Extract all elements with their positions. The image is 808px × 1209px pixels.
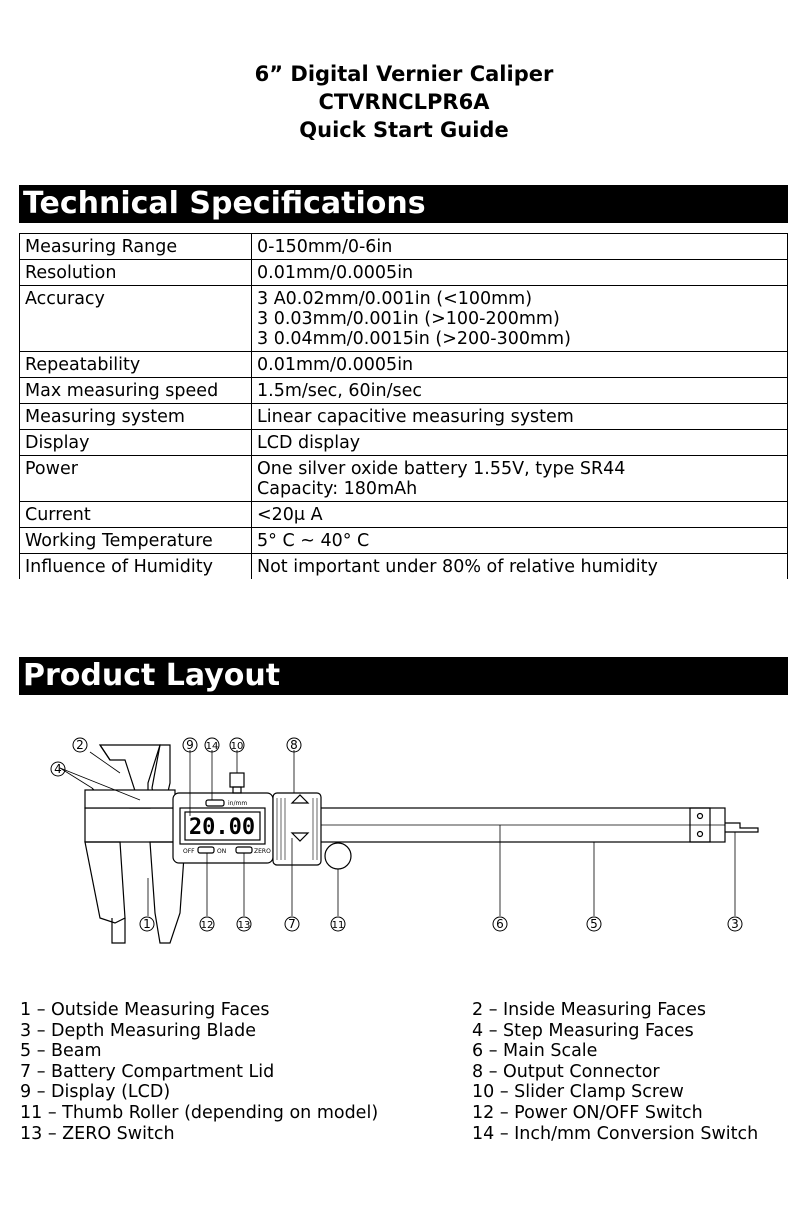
callout-9-label: 9 <box>186 738 194 752</box>
legend-item: 10 – Slider Clamp Screw <box>472 1082 684 1103</box>
spec-value <box>252 404 788 430</box>
connector-block <box>273 793 321 865</box>
legend-item: 8 – Output Connector <box>472 1061 660 1082</box>
spec-value-line: Capacity: 180mAh <box>257 479 418 499</box>
spec-value-line: LCD display <box>257 433 361 453</box>
spec-row <box>20 260 788 286</box>
legend-item: 6 – Main Scale <box>472 1041 598 1062</box>
spec-label: Measuring Range <box>20 234 252 260</box>
spec-row <box>20 554 788 580</box>
callout-1-label: 1 <box>143 917 151 931</box>
caliper-diagram <box>30 728 770 958</box>
spec-value-line: 3 A0.02mm/0.001in (<100mm) <box>257 289 533 309</box>
legend-item: 4 – Step Measuring Faces <box>472 1020 694 1041</box>
on-label: ON <box>217 848 227 855</box>
callout-5-label: 5 <box>590 917 598 931</box>
clamp-screw <box>230 773 244 787</box>
callout-12-label: 12 <box>200 920 214 931</box>
callout-11-label: 11 <box>331 920 345 931</box>
specs-table <box>19 233 788 579</box>
zero-label: ZERO <box>254 848 271 855</box>
legend-item: 9 – Display (LCD) <box>20 1082 171 1103</box>
legend-item: 11 – Thumb Roller (depending on model) <box>20 1102 379 1123</box>
spec-value <box>252 352 788 378</box>
spec-value-line: 3 0.03mm/0.001in (>100-200mm) <box>257 309 560 329</box>
legend-item: 13 – ZERO Switch <box>20 1123 175 1144</box>
spec-label: Power <box>20 456 252 502</box>
legend-left <box>20 1000 378 1144</box>
spec-row <box>20 234 788 260</box>
spec-row <box>20 404 788 430</box>
spec-value <box>252 456 788 502</box>
thumb-roller <box>325 843 351 869</box>
legend-item: 2 – Inside Measuring Faces <box>472 1000 706 1020</box>
unit-label: in/mm <box>228 800 248 807</box>
spec-row <box>20 430 788 456</box>
legend-item: 7 – Battery Compartment Lid <box>20 1061 275 1082</box>
spec-value-line: 0.01mm/0.0005in <box>257 355 414 375</box>
spec-value-line: <20μ A <box>257 505 323 525</box>
layout-heading: Product Layout <box>19 657 788 695</box>
spec-value-line: 0.01mm/0.0005in <box>257 263 414 283</box>
spec-label: Max measuring speed <box>20 378 252 404</box>
legend-item: 1 – Outside Measuring Faces <box>20 1000 270 1020</box>
spec-row <box>20 378 788 404</box>
legend-item: 14 – Inch/mm Conversion Switch <box>472 1123 759 1144</box>
document-title <box>0 60 808 144</box>
title-line-1: 6” Digital Vernier Caliper <box>254 62 554 86</box>
spec-label: Resolution <box>20 260 252 286</box>
off-label: OFF <box>183 848 195 855</box>
callout-6-label: 6 <box>496 917 504 931</box>
spec-value-line: 5° C ~ 40° C <box>257 531 370 551</box>
outside-jaw-fixed <box>85 842 125 923</box>
spec-value-line: 1.5m/sec, 60in/sec <box>257 381 423 401</box>
spec-label: Measuring system <box>20 404 252 430</box>
spec-label: Accuracy <box>20 286 252 352</box>
lcd-reading: 20.00 <box>188 815 256 840</box>
callout-4-label: 4 <box>54 762 62 776</box>
spec-value-line: Not important under 80% of relative humidity <box>257 557 658 577</box>
spec-label: Influence of Humidity <box>20 554 252 580</box>
legend-item: 5 – Beam <box>20 1041 102 1062</box>
spec-value-line: 3 0.04mm/0.0015in (>200-300mm) <box>257 329 571 349</box>
depth-blade <box>725 823 758 832</box>
specs-heading: Technical Specifications <box>19 185 788 223</box>
spec-value <box>252 378 788 404</box>
spec-row <box>20 502 788 528</box>
legend-right <box>472 1000 758 1144</box>
spec-label: Display <box>20 430 252 456</box>
callout-8-label: 8 <box>290 738 298 752</box>
spec-label: Repeatability <box>20 352 252 378</box>
legend-item: 3 – Depth Measuring Blade <box>20 1020 256 1041</box>
title-line-3: Quick Start Guide <box>299 118 509 142</box>
callout-3-label: 3 <box>731 917 739 931</box>
spec-value <box>252 260 788 286</box>
spec-row <box>20 528 788 554</box>
spec-row <box>20 456 788 502</box>
spec-label: Current <box>20 502 252 528</box>
spec-label: Working Temperature <box>20 528 252 554</box>
spec-value <box>252 234 788 260</box>
legend-item: 12 – Power ON/OFF Switch <box>472 1102 703 1123</box>
spec-value-line: One silver oxide battery 1.55V, type SR44 <box>257 459 626 479</box>
spec-value <box>252 554 788 580</box>
spec-value <box>252 528 788 554</box>
spec-value <box>252 430 788 456</box>
spec-row <box>20 286 788 352</box>
callout-7-label: 7 <box>288 917 296 931</box>
spec-value <box>252 502 788 528</box>
spec-value-line: Linear capacitive measuring system <box>257 407 574 427</box>
spec-value <box>252 286 788 352</box>
spec-row <box>20 352 788 378</box>
callout-14-label: 14 <box>205 741 219 752</box>
callout-10-label: 10 <box>230 741 244 752</box>
callout-13-label: 13 <box>237 920 251 931</box>
spec-value-line: 0-150mm/0-6in <box>257 237 393 257</box>
title-line-2: CTVRNCLPR6A <box>318 90 490 114</box>
callout-2-label: 2 <box>76 738 84 752</box>
